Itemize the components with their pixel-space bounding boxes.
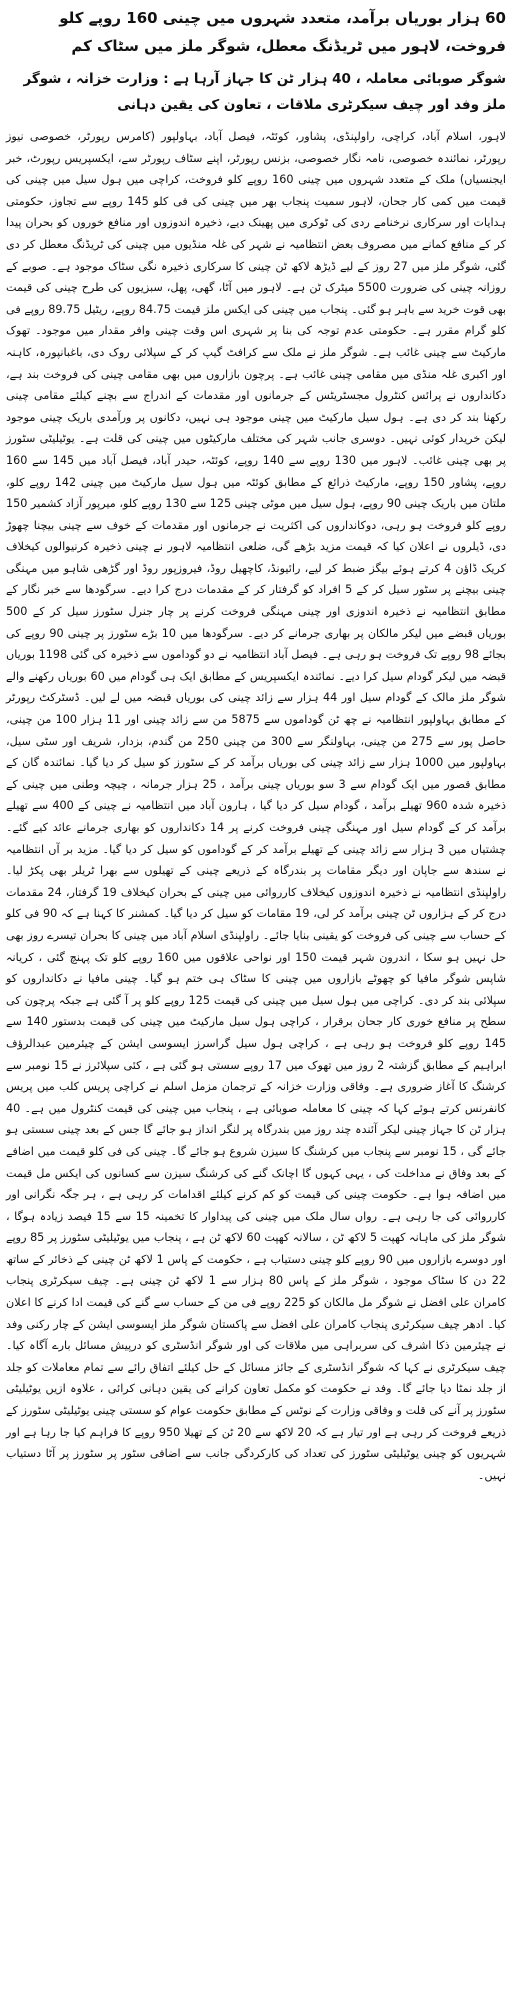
article-body bbox=[6, 126, 506, 1486]
article-paragraph: لاہور، اسلام آباد، کراچی، راولپنڈی، پشاور، کوئٹہ، فیصل آباد، بہاولپور (کامرس رپورٹر، خصوصی نیوز رپورٹر، نمائندہ خصوصی، نامہ نگار خصوصی، بزنس رپورٹر، اپنے سٹاف رپورٹر سے، ایکسپریس رپورٹ، خبر ایجنسیاں) ملک کے متعدد شہروں میں چینی 160 روپے کلو فروخت، کراچی میں ہول سیل میں چینی کی قیمت میں کمی کار جحان، لاہور سمیت پنجاب بھر میں چینی کی فی کلو 145 روپے سے تجاوز، حکومتی ہدایات اور سرکاری نرخنامے ردی کی ٹوکری میں پھینک دیے، ذخیرہ اندوزوں اور منافع خوروں کو بحران پیدا کر کے منافع کمانے میں مصروف بعض انتظامیہ نے شہر کی غلہ منڈیوں میں چینی کی ٹریڈنگ معطل کر دی گئی، شوگر ملز میں 27 روز کے لیے ڈیڑھ لاکھ ٹن چینی کا سرکاری ذخیرہ نگی سٹاک موجود ہے۔ صوبے کے روزانہ چینی کی ضرورت 5500 میٹرک ٹن ہے۔ لاہور میں آٹا، گھی، پھل، سبزیوں کی طرح چینی کی قیمت بھی قوت خرید سے باہر ہو گئی۔ پنجاب میں چینی کی ایکس ملز قیمت 84.75 روپے، ریٹیل 89.75 روپے فی کلو گرام مقرر ہے۔ حکومتی عدم توجہ کی بنا پر شہری اس وقت چینی وافر مقدار میں موجود۔ تھوک مارکیٹ سے چینی غائب ہے۔ شوگر ملز نے ملک سے کرافٹ گیپ کر کے سپلائی روک دی، باغبانپورہ، کاہنہ اور اکبری غلہ منڈی میں مقامی چینی غائب ہے۔ پرچون بازاروں میں بھی مقامی چینی کی فروخت بند ہے، دکانداروں نے پرائس کنٹرول مجسٹریٹس کے جرمانوں اور مقدمات کے اندراج سے بچنے کیلئے مقامی چینی رکھنا بند کر دی ہے۔ ہول سیل مارکیٹ میں چینی موجود ہی نہیں، دکانوں پر ورآمدی باریک چینی موجود لیکن خریدار کوئی نہیں۔ دوسری جانب شہر کی مختلف مارکیٹوں میں چینی کی قلت ہے۔ یوٹیلیٹی سٹورز پر بھی چینی غائب۔ لاہور میں 130 روپے سے 140 روپے، کوئٹہ، حیدر آباد، فیصل آباد میں 145 سے 160 روپے، پشاور 150 روپے، مارکیٹ ذرائع کے مطابق کوئٹہ میں ہول سیل مارکیٹ میں چینی 142 روپے کلو، ملتان میں باریک چینی 90 روپے، ہول سیل میں موٹی چینی 125 سے 130 روپے کلو، میرپور آزاد کشمیر 150 روپے کلو فروخت ہو رہی، دوکانداروں کی اکثریت نے جرمانوں اور مقدمات کے خوف سے چینی بیچنا چھوڑ دی، ڈیلروں نے اعلان کیا کہ قیمت مزید بڑھے گی، ضلعی انتظامیہ لاہور نے چینی ذخیرہ کرنیوالوں کیخلاف کریک ڈاؤن 4 کرتے ہوئے بیگز ضبط کر لیے، رائیونڈ، کاچھیل روڈ، فیروزپور روڈ اور گڑھی شاہو میں مہنگی چینی بیچنے پر سٹور سیل کر کے 5 افراد کو گرفتار کر کے مقدمات درج کرا دیے۔ سرگودھا سے خبر نگار کے مطابق انتظامیہ نے ذخیرہ اندوزی اور چینی مہنگی فروخت کرنے پر چار جنرل سٹورز سیل کر کے 500 بوریاں قبضے میں لیکر مالکان پر بھاری جرمانے کر دیے۔ سرگودھا میں 10 بڑے سٹورز پر چینی 90 روپے کی بجائے 98 روپے تک فروخت ہو رہی ہے۔ فیصل آباد انتظامیہ نے دو گوداموں سے ذخیرہ کی گئی 1198 بوریاں قبضہ میں لیکر گودام سیل کرا دیے۔ نمائندہ ایکسپریس کے مطابق ایک ہی گودام میں 60 بوریاں رکھنے والے شوگر ملز مالک کے گودام سیل اور 44 ہزار سے زائد چینی کی بوریاں قبضہ میں لے لیں۔ ڈسٹرکٹ رپورٹر کے مطابق بہاولپور انتظامیہ نے چھ ٹن گوداموں سے 5875 من سے زائد چینی اور 11 ہزار 100 من چینی، حاصل پور سے 275 من چینی، بہاولنگر سے 300 من چینی 250 من گندم، بزدار، شریف اور سٹی سیل، بہاولپور میں 1000 ہزار سے زائد چینی کی بوریاں برآمد کر کے سٹورز کو سیل کر دیا گیا۔ نمائندہ گان کے مطابق قصور میں ایک گودام سے 3 سو بوریاں چینی برآمد ، 25 ہزار جرمانہ ، چیچہ وطنی میں چینی کے ذخیرہ شدہ 960 تھیلے برآمد ، گودام سیل کر دیا گیا ، ہارون آباد میں انتظامیہ نے چینی کے 400 سے تھیلے برآمد کر کے گودام سیل اور مہنگی چینی فروخت کرنے پر 14 دکانداروں کو بھاری جرمانے عائد کیے گئے۔ چشتیاں میں 3 ہزار سے زائد چینی کے تھیلے برآمد کر کے گوداموں کو سیل کر دیا گیا۔ مزید بر آں انتظامیہ نے سندھ سے جاپان اور دیگر مقامات پر بندرگاہ کے ذریعے چینی کے تھیلوں سے بھرا ٹریلر بھی پکڑ لیا۔ راولپنڈی انتظامیہ نے ذخیرہ اندوزوں کیخلاف کارروائی میں چینی کے بحران کیخلاف 19 گرفتار، 24 مقدمات درج کر کے ہزاروں ٹن چینی برآمد کر لی، 19 مقامات کو سیل کر دیا گیا۔ کمشنر کا کہنا ہے کہ 90 فی کلو کے حساب سے چینی کی فروخت کو یقینی بنایا جائے۔ راولپنڈی اسلام آباد میں چینی کا بحران تیسرے روز بھی حل نہیں ہو سکا ، اندرون شہر قیمت 150 اور نواحی علاقوں میں 160 روپے کلو تک پہنچ گئی ، کریانہ شاپس شوگر مافیا کو چھوٹے بازاروں میں چینی کا سٹاک ہی ختم ہو گیا۔ چینی مافیا نے دکانداروں کو سپلائی بند کر دی۔ کراچی میں ہول سیل میں چینی کی قیمت 125 روپے کلو پر آ گئی ہے جبکہ پرچون کی سطح پر منافع خوری کار جحان برقرار ، کراچی ہول سیل مارکیٹ میں چینی کی قیمت بدستور 140 سے 145 روپے کلو فروخت ہو رہی ہے ، کراچی ہول سیل گراسرز ایسوسی ایشن کے چیئرمین عبدالرؤف ابراہیم کے مطابق گزشتہ 2 روز میں تھوک میں 17 روپے سستی ہو گئی ہے ، کئی سپلائرز نے 15 نومبر سے کرشنگ کا آغاز ضروری ہے۔ وفاقی وزارت خزانہ کے ترجمان مزمل اسلم نے کراچی پریس کلب میں پریس کانفرنس کرتے ہوئے کہا کہ چینی کا معاملہ صوبائی ہے ، پنجاب میں چینی کی قیمت کنٹرول میں ہے۔ 40 ہزار ٹن کا جہاز چینی لیکر آئندہ چند روز میں بندرگاہ پر لنگر انداز ہو جائے گا جس کے بعد چینی سستی ہو جائے گی ، 15 نومبر سے پنجاب میں کرشنگ کا سیزن شروع ہو جائے گا۔ چینی کی فی کلو قیمت میں اضافے کے بعد وفاق نے مداخلت کی ، یہی کہوں گا اچانک گنے کی کرشنگ سیزن سے کسانوں کی ایکس مل قیمت میں اضافہ ہوا ہے۔ حکومت چینی کی قیمت کو کم کرنے کیلئے اقدامات کر رہی ہے ، ہر جگہ نگرانی اور کارروائی کی جا رہی ہے۔ رواں سال ملک میں چینی کی پیداوار کا تخمینہ 15 سے 15 فیصد زیادہ ہوگا ، شوگر ملز کی ماہانہ کھپت 5 لاکھ ٹن ، سالانہ کھپت 60 لاکھ ٹن ہے ، پنجاب میں یوٹیلیٹی سٹورز پر 85 روپے اور دوسرے بازاروں میں 90 روپے کلو چینی دستیاب ہے ، حکومت کے پاس 1 لاکھ ٹن چینی کے ذخائر کے ساتھ 22 دن کا سٹاک موجود ، شوگر ملز کے پاس 80 ہزار سے 1 لاکھ ٹن چینی ہے۔ چیف سیکرٹری پنجاب کامران علی افضل نے شوگر مل مالکان کو 225 روپے فی من کے حساب سے گنے کی قیمت ادا کرنے کا اعلان کیا۔ ادھر چیف سیکرٹری پنجاب کامران علی افضل سے پاکستان شوگر ملز ایسوسی ایشن کے چار رکنی وفد نے چیئرمین ذکا اشرف کی سربراہی میں ملاقات کی اور شوگر انڈسٹری کو درپیش مسائل بارے آگاہ کیا۔ چیف سیکرٹری نے کہا کہ شوگر انڈسٹری کے جائز مسائل کے حل کیلئے اتفاق رائے سے تمام معاملات کو جلد از جلد نمٹا دیا جائے گا۔ وفد نے حکومت کو مکمل تعاون کرانے کی یقین دہانی کرائی ، علاوہ ازیں یوٹیلیٹی سٹورز پر آنے کی قلت و وفاقی وزارت کے نوٹس کے مطابق حکومت عوام کو سستی چینی یوٹیلیٹی سٹورز کے ذریعے فروخت کر رہی ہے اور تیار ہے کہ 20 لاکھ سے 20 ٹن کے تھیلا 950 روپے کا فراہم کیا جا رہا ہے اور شہریوں کو چینی یوٹیلیٹی سٹورز کی تعداد کی کارکردگی جانب سے اضافی سٹور پر سٹورز پر آٹا دستیاب نہیں۔ bbox=[6, 130, 507, 1482]
subheadline: شوگر صوبائی معاملہ ، 40 ہزار ٹن کا جہاز آرہا ہے : وزارت خزانہ ، شوگر ملز وفد اور چیف سیکرٹری ملاقات ، تعاون کی یقین دہانی bbox=[23, 71, 506, 113]
headline: 60 ہزار بوریاں برآمد، متعدد شہروں میں چینی 160 روپے کلو فروخت، لاہور میں ٹریڈنگ معطل، شوگر ملز میں سٹاک کم bbox=[59, 9, 506, 55]
